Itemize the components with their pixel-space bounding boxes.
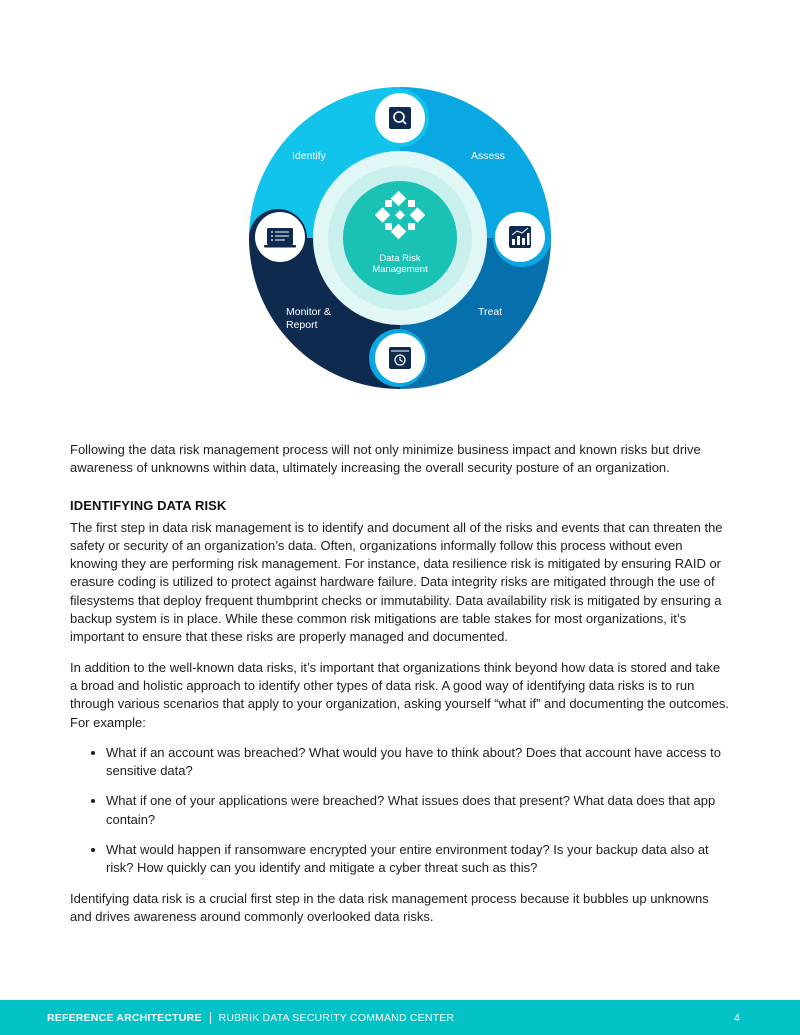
- data-risk-management-diagram: [240, 80, 560, 400]
- footer-subtitle: RUBRIK DATA SECURITY COMMAND CENTER: [218, 1011, 455, 1024]
- list-item: • What would happen if ransomware encrypted your entire environment today? Is your backup data also at risk? How quickly can you identify and mitigate a cyber threat such as this?: [106, 841, 730, 878]
- footer-brand: REFERENCE ARCHITECTURE: [47, 1011, 202, 1024]
- assess-label: Assess: [471, 150, 505, 162]
- search-icon: [371, 89, 429, 147]
- page-number: 4: [734, 1011, 740, 1024]
- list-item: • What if an account was breached? What would you have to think about? Does that account have access to sensitive data?: [106, 744, 730, 781]
- analytics-chart-icon: [493, 209, 551, 267]
- list-item: • What if one of your applications were breached? What issues does that present? What data does that app contain?: [106, 792, 730, 829]
- monitor-label-line1: Monitor &: [286, 306, 331, 318]
- treat-label: Treat: [478, 306, 503, 318]
- closing-paragraph: Identifying data risk is a crucial first step in the data risk management process because it bubbles up unknowns and drives awareness around commonly overlooked data risks.: [70, 890, 709, 924]
- section-heading: IDENTIFYING DATA RISK: [70, 497, 227, 513]
- bullet-list: [70, 744, 730, 878]
- intro-paragraph: Following the data risk management process will not only minimize business impact and known risks but drive awareness of unknowns within data, ultimately increasing the overall security posture of an organization.: [70, 442, 701, 476]
- center-label-line2: Management: [372, 264, 428, 275]
- footer-divider: [210, 1012, 211, 1024]
- center-label-line1: Data Risk: [379, 253, 421, 264]
- identify-label: Identify: [292, 150, 326, 162]
- monitor-label-line2: Report: [286, 319, 318, 331]
- checklist-laptop-icon: [249, 209, 307, 267]
- page-footer: [0, 1000, 800, 1035]
- recovery-clock-icon: [369, 329, 427, 387]
- paragraph-1: The first step in data risk management is to identify and document all of the risks and events that can threaten the safety or security of an organization’s data. Often, organizations informally follow this process without even knowing they are performing risk management. For instance, data resilience risk is mitigated by ensuring RAID or erasure coding is utilized to protect against hardware failure. Data integrity risks are mitigated through the use of filesystems that deploy frequent thumbprint checks or immutability. Data availability risk is mitigated by ensuring a backup system is in place. While these common risk mitigations are table stakes for most organizations, it’s important to ensure that these risks are properly managed and documented.: [70, 519, 723, 645]
- paragraph-2: In addition to the well-known data risks, it’s important that organizations think beyond how data is stored and take a broad and holistic approach to identify other types of data risk. A good way of identifying data risks is to run through various scenarios that apply to your organization, asking yourself “what if” and documenting the outcomes. For example:: [70, 659, 730, 730]
- main-content: [70, 441, 730, 938]
